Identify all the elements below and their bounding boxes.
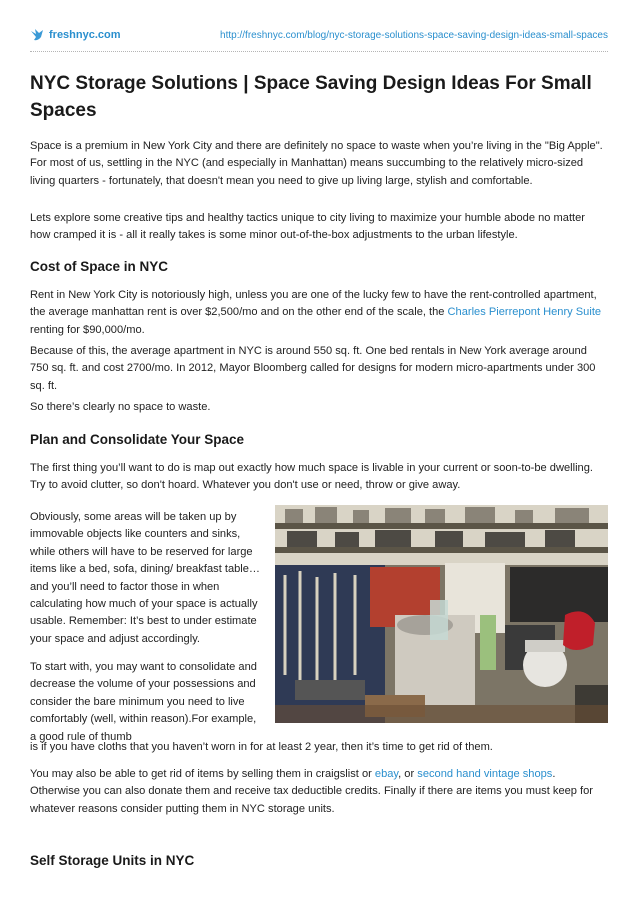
intro-paragraph-1: Space is a premium in New York City and there are definitely no space to waste when you’re living in the "Big Apple". For most of us, settling in the NYC (and especially in Manhattan) means succumbing to the relatively micro-sized living quarters - fortunately, that doesn't mean you need to give up living large, stylish and comfortable. [30,140,603,187]
page-header [30,28,608,52]
ebay-link[interactable]: ebay [374,768,399,780]
plan-paragraph-3-continued: is if you have cloths that you haven’t worn in for at least 2 year, then it’s time to get rid of them. [30,741,493,753]
plan-paragraph-4-tail: . Otherwise you can also donate them and receive tax deductible credits. Finally if there are items you must keep for whatever reasons consider putting them in NYC storage units. [30,768,593,815]
source-url-link[interactable]: http://freshnyc.com/blog/nyc-storage-solutions-space-saving-design-ideas-small-spaces [220,30,608,41]
plan-paragraph-4-mid: , or [398,768,418,780]
plan-paragraph-2: Obviously, some areas will be taken up by immovable objects like counters and sinks, while others will have to be reserved for large items like a bed, sofa, dining/ breakfast table… and you’ll need to factor those in when calculating how much of your space is actually usable. Remember: It’s best to under estimate your space and adjust accordingly. [30,511,261,645]
intro-paragraph-2: Lets explore some creative tips and healthy tactics unique to city living to maximize your humble abode no matter how cramped it is - all it really takes is some minor out-of-the-box adjustments to the urban lifestyle. [30,212,585,242]
cost-paragraph-1-tail: renting for $90,000/mo. [30,323,145,336]
plan-paragraph-1: The first thing you’ll want to do is map out exactly how much space is livable in your current or soon-to-be dwelling. Try to avoid clutter, so don't hoard. Whatever you don't use or need, throw or give away. [30,462,593,492]
bird-logo-icon [30,28,44,42]
cluttered-room-photo [275,505,608,723]
charles-pierrepont-link[interactable]: Charles Pierrepont Henry Suite [447,306,602,319]
cost-paragraph-3: So there’s clearly no space to waste. [30,401,211,413]
brand[interactable] [30,28,121,42]
brand-name: freshnyc.com [49,29,121,41]
cost-paragraph-1-text: Rent in New York City is notoriously high, unless you are one of the lucky few to have the rent-controlled apartment, the average manhattan rent is over $2,500/mo and on the other end of the scale, the [30,289,597,319]
vintage-shops-link[interactable]: second hand vintage shops [417,768,553,780]
plan-paragraph-4 [30,766,608,818]
plan-paragraph-4-text: You may also be able to get rid of items by selling them in craigslist or [30,768,375,780]
heading-cost-of-space: Cost of Space in NYC [30,259,169,274]
page-title: NYC Storage Solutions | Space Saving Design Ideas For Small Spaces [30,73,592,121]
cost-paragraph-2: Because of this, the average apartment in NYC is around 550 sq. ft. One bed rentals in New York average around 750 sq. ft. and cost 2700/mo. In 2012, Mayor Bloomberg called for designs for modern micro-apartments under 300 sq. ft. [30,345,596,392]
plan-paragraph-3: To start with, you may want to consolidate and decrease the volume of your possessions and consider the bare minimum you need to live comfortably (well, within reason).For example, a good rule of thumb [30,661,257,743]
heading-self-storage: Self Storage Units in NYC [30,853,195,868]
heading-plan-consolidate: Plan and Consolidate Your Space [30,432,245,447]
cost-paragraph-1 [30,287,608,339]
